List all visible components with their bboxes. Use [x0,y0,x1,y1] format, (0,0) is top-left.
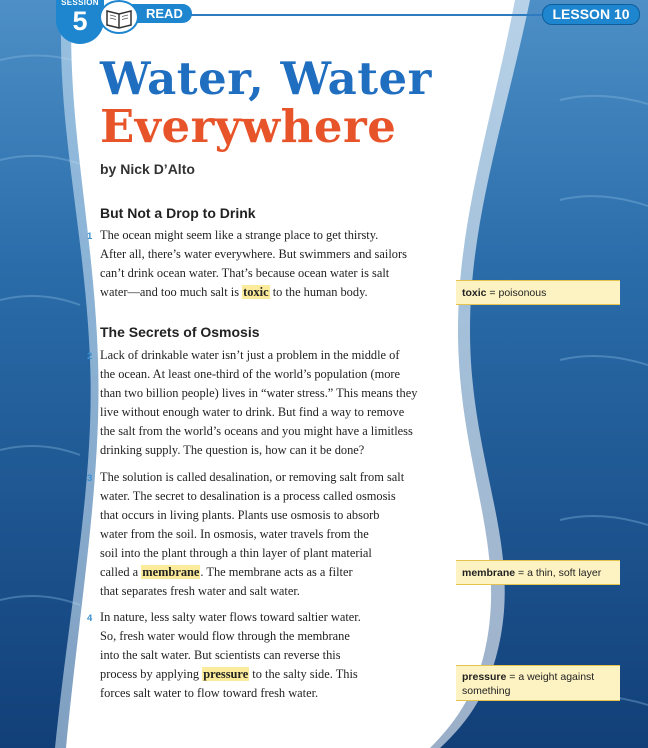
paragraph-number: 2 [87,351,93,362]
paragraph-number: 3 [87,473,93,484]
open-book-icon [99,0,139,34]
lesson-label: LESSON 10 [542,4,640,25]
paragraph-3 [100,468,404,601]
text-line: forces salt water to flow toward fresh water. [100,686,319,700]
glossary-note-pressure: pressure = a weight against something [456,665,620,701]
text-line: water. The secret to desalination is a process called osmosis [100,489,396,503]
session-badge [56,0,104,44]
text-line: than two billion people) lives in “water stress.” This means they [100,386,418,400]
text-line: that separates fresh water and salt water. [100,584,300,598]
text-line: process by applying pressure to the salty side. This [100,667,358,681]
text-line: The ocean might seem like a strange place to get thirsty. [100,228,379,242]
paragraph-number: 1 [87,231,93,242]
paragraph-number: 4 [87,613,93,624]
paragraph-1 [100,226,407,302]
section-heading: The Secrets of Osmosis [100,324,260,340]
byline: by Nick D’Alto [100,161,195,177]
text-line: After all, there’s water everywhere. But swimmers and sailors [100,247,407,261]
session-label: SESSION [61,0,99,7]
text-line: water—and too much salt is toxic to the human body. [100,285,368,299]
text-line: can’t drink ocean water. That’s because ocean water is salt [100,266,390,280]
text-line: called a membrane. The membrane acts as a filter [100,565,353,579]
title-line-1: Water, Water [100,52,432,105]
paragraph-4 [100,608,361,703]
text-line: drinking supply. The question is, how can it be done? [100,443,365,457]
text-line: So, fresh water would flow through the membrane [100,629,350,643]
text-line: The solution is called desalination, or removing salt from salt [100,470,405,484]
text-line: soil into the plant through a thin layer of plant material [100,546,372,560]
section-heading: But Not a Drop to Drink [100,205,256,221]
header-rule [150,14,550,16]
text-line: live without enough water to drink. But find a way to remove [100,405,405,419]
text-line: into the salt water. But scientists can reverse this [100,648,341,662]
vocab-term-toxic[interactable]: toxic [243,285,269,299]
read-tab: READ [128,4,192,23]
title-line-2: Everywhere [100,100,397,153]
text-line: water from the soil. In osmosis, water travels from the [100,527,369,541]
text-line: In nature, less salty water flows toward saltier water. [100,610,361,624]
text-line: the ocean. At least one-third of the world’s population (more [100,367,401,381]
glossary-note-toxic: toxic = poisonous [456,280,620,305]
text-line: the salt from the world’s oceans and you might have a limitless [100,424,413,438]
vocab-term-pressure[interactable]: pressure [203,667,249,681]
glossary-note-membrane: membrane = a thin, soft layer [456,560,620,585]
paragraph-2 [100,346,417,460]
session-number: 5 [72,6,88,36]
text-line: that occurs in living plants. Plants use osmosis to absorb [100,508,380,522]
text-line: Lack of drinkable water isn’t just a problem in the middle of [100,348,400,362]
vocab-term-membrane[interactable]: membrane [142,565,200,579]
